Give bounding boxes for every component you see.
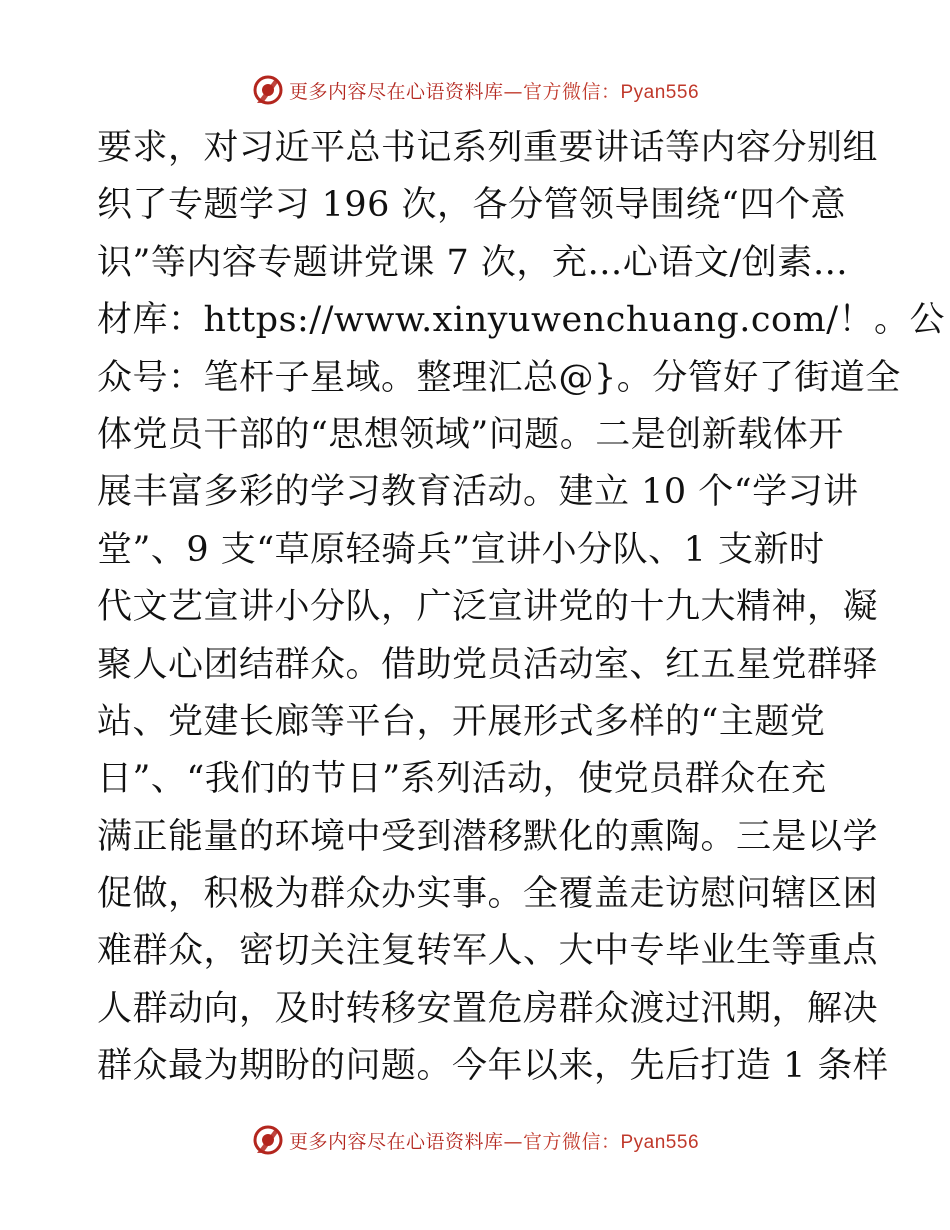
footer-banner-text [289,1127,699,1154]
body-line: 站、党建长廊等平台，开展形式多样的“主题党 [97,701,826,742]
quill-pen-logo-icon [251,1123,285,1157]
body-line: 堂”、9 支“草原轻骑兵”宣讲小分队、1 支新时 [97,529,825,570]
footer-banner-dash: — [503,1130,523,1153]
body-line: 识”等内容专题讲党课 7 次，充…心语文/创素… [97,242,849,283]
footer-banner [0,1120,950,1160]
body-line: 众号：笔杆子星域。整理汇总@}。分管好了街道全 [97,357,901,398]
header-banner-wechat-id: Pyan556 [620,81,700,103]
body-line: 要求，对习近平总书记系列重要讲话等内容分别组 [97,128,879,168]
body-line: 代文艺宣讲小分队，广泛宣讲党的十九大精神，凝 [97,587,879,628]
header-banner [0,70,950,110]
document-body [97,120,946,1096]
body-line-url [97,292,946,349]
body-line: 体党员干部的“思想领域”问题。二是创新载体开 [97,414,844,455]
footer-banner-slogan: 更多内容尽在心语资料库 [288,1130,504,1153]
quill-pen-logo-icon [251,73,285,107]
footer-banner-wechat-id: Pyan556 [620,1131,700,1153]
body-line: 促做，积极为群众办实事。全覆盖走访慰问辖区困 [97,874,879,915]
body-line: 难群众，密切关注复转军人、大中专毕业生等重点 [97,931,879,972]
body-line: 展丰富多彩的学习教育活动。建立 10 个“学习讲 [97,472,859,513]
header-banner-slogan: 更多内容尽在心语资料库 [288,80,504,103]
body-line: 日”、“我们的节日”系列活动，使党员群众在充 [97,759,827,800]
body-line: 织了专题学习 196 次，各分管领导围绕“四个意 [97,185,846,226]
body-line: 聚人心团结群众。借助党员活动室、红五星党群驿 [97,644,879,685]
footer-banner-wechat-label: 官方微信： [522,1130,621,1153]
body-line-url-text: 材库：https://www.xinyuwenchuang.com/！。公 [97,300,946,341]
body-line: 群众最为期盼的问题。今年以来，先后打造 1 条样 [97,1046,889,1087]
header-banner-wechat-label: 官方微信： [522,80,621,103]
header-banner-dash: — [503,80,523,103]
body-line: 人群动向，及时转移安置危房群众渡过汛期，解决 [97,988,879,1029]
header-banner-text [289,77,699,104]
body-line: 满正能量的环境中受到潜移默化的熏陶。三是以学 [97,816,879,857]
